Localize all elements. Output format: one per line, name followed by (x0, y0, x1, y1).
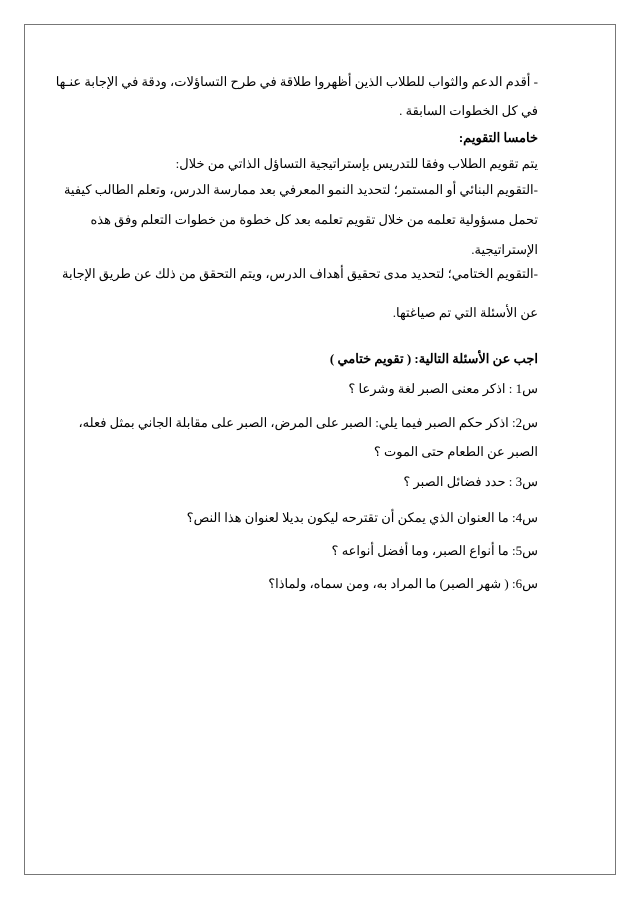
summative-line-2: عن الأسئلة التي تم صياغتها. (392, 305, 538, 320)
paragraph-1-line-2: في كل الخطوات السابقة . (399, 103, 538, 118)
question-1: س1 : اذكر معنى الصبر لغة وشرعا ؟ (348, 381, 538, 396)
formative-line-1: -التقويم البنائي أو المستمر؛ لتحديد النمو المعرفي بعد ممارسة الدرس، وتعلم الطالب كيفية (63, 182, 538, 197)
questions-heading: اجب عن الأسئلة التالية: ( تقويم ختامي ) (329, 351, 538, 366)
summative-line-1: -التقويم الختامي؛ لتحديد مدى تحقيق أهداف الدرس، ويتم التحقق من ذلك عن طريق الإجابة (62, 266, 538, 281)
section-5-intro: يتم تقويم الطلاب وفقا للتدريس بإستراتيجية التساؤل الذاتي من خلال: (175, 156, 538, 171)
question-2-line-2: الصبر عن الطعام حتى الموت ؟ (373, 444, 538, 459)
question-6: س6: ( شهر الصبر) ما المراد به، ومن سماه، ولماذا؟ (268, 576, 538, 591)
question-2-line-1: س2: اذكر حكم الصبر فيما يلي: الصبر على المرض، الصبر على مقابلة الجاني بمثل فعله، (78, 415, 538, 430)
paragraph-1-line-1: - أقدم الدعم والثواب للطلاب الذين أظهروا طلاقة في طرح التساؤلات، ودقة في الإجابة عنـها (55, 74, 538, 89)
formative-line-3: الإستراتيجية. (471, 242, 538, 257)
section-5-heading: خامسا التقويم: (458, 130, 538, 145)
question-3: س3 : حدد فضائل الصبر ؟ (403, 474, 538, 489)
formative-line-2: تحمل مسؤولية تعلمه من خلال تقويم تعلمه بعد كل خطوة من خطوات التعلم وفق هذه (90, 212, 538, 227)
question-4: س4: ما العنوان الذي يمكن أن تقترحه ليكون بديلا لعنوان هذا النص؟ (186, 510, 538, 525)
question-5: س5: ما أنواع الصبر، وما أفضل أنواعه ؟ (331, 543, 538, 558)
